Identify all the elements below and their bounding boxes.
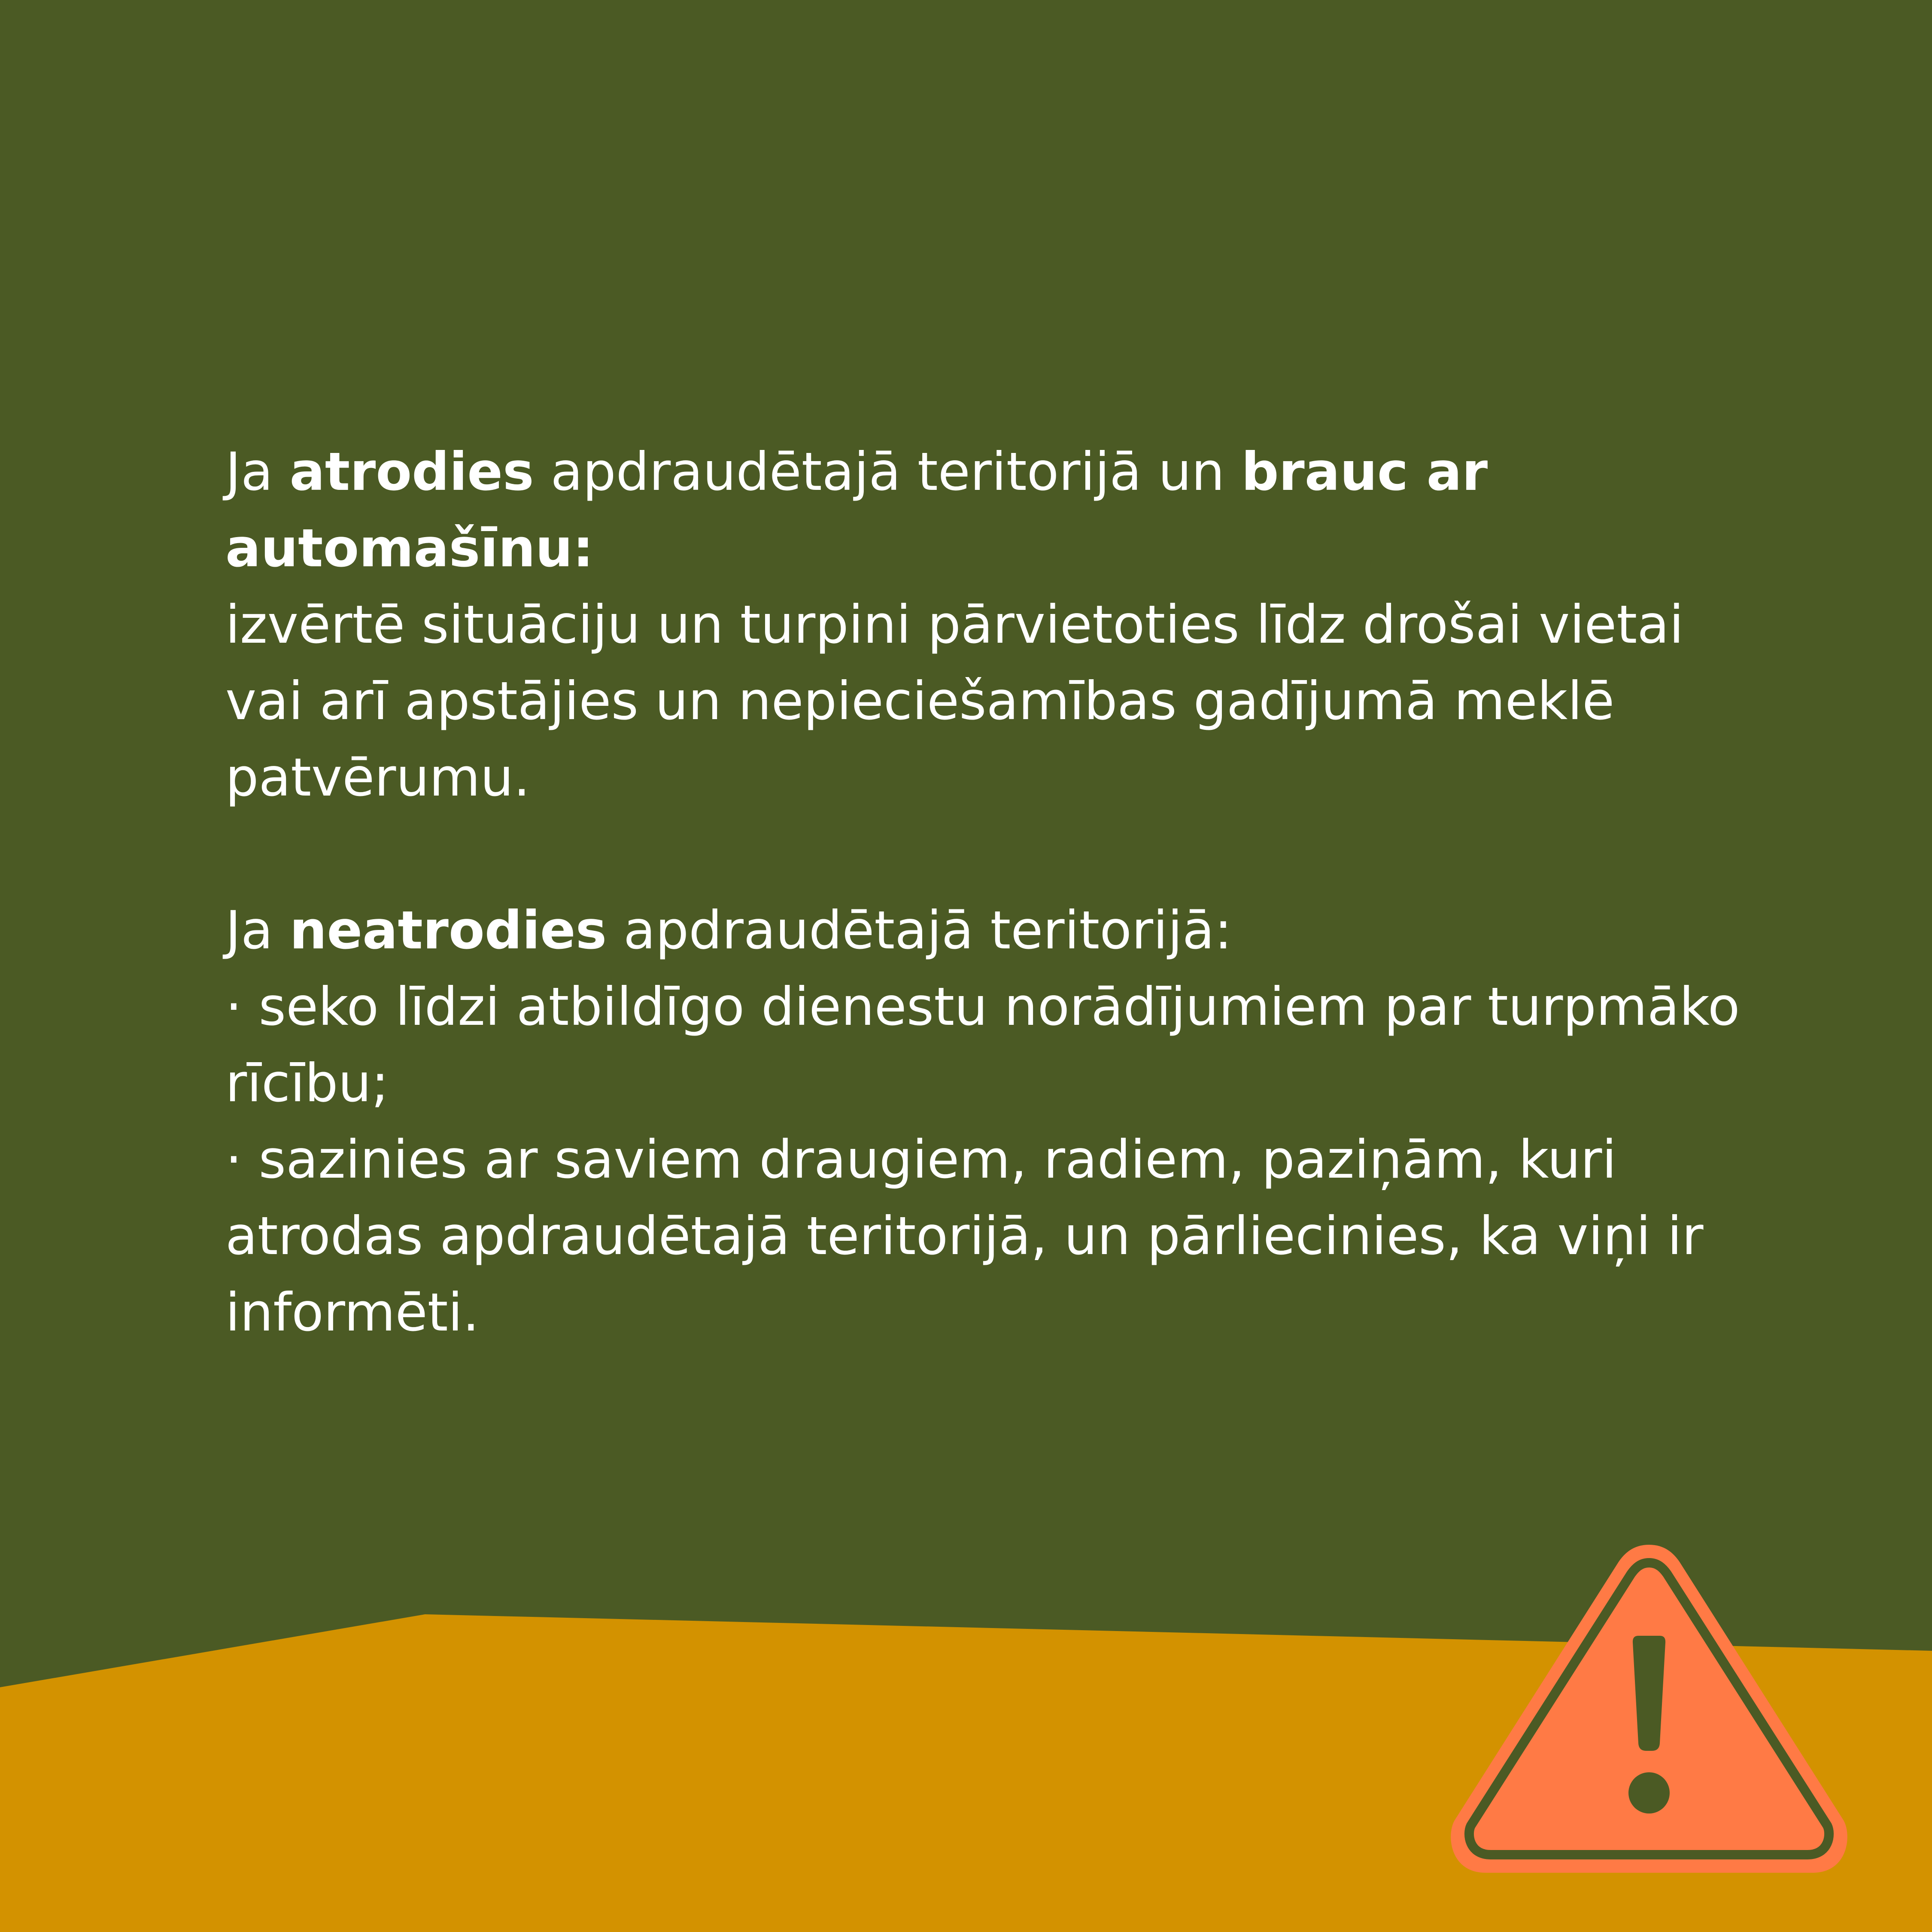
section2-heading: Ja neatrodies apdraudētajā teritorijā: bbox=[225, 900, 1232, 961]
section1-heading: Ja atrodies apdraudētajā teritorijā un brauc ar automašīnu: bbox=[225, 441, 1488, 579]
emphasis-atrodies: atrodies bbox=[289, 441, 534, 502]
emphasis-brauc: brauc ar automašīnu: bbox=[225, 441, 1488, 579]
bullet-item-2: · sazinies ar saviem draugiem, radiem, paziņām, kuri atrodas apdraudētajā teritorijā, un pārliecinies, ka viņi ir informēti. bbox=[225, 1129, 1704, 1343]
emphasis-neatrodies: neatrodies bbox=[289, 900, 607, 961]
spacer bbox=[225, 816, 1750, 892]
section1-body: izvērtē situāciju un turpini pārvietoties līdz drošai vietai vai arī apstājies un nepieciešamības gadījumā meklē patvērumu. bbox=[225, 594, 1684, 808]
warning-triangle-icon bbox=[1443, 1537, 1856, 1880]
bullet-item-1: · seko līdzi atbildīgo dienestu norādījumiem par turpmāko rīcību; bbox=[225, 976, 1740, 1114]
main-text bbox=[225, 434, 1750, 1351]
